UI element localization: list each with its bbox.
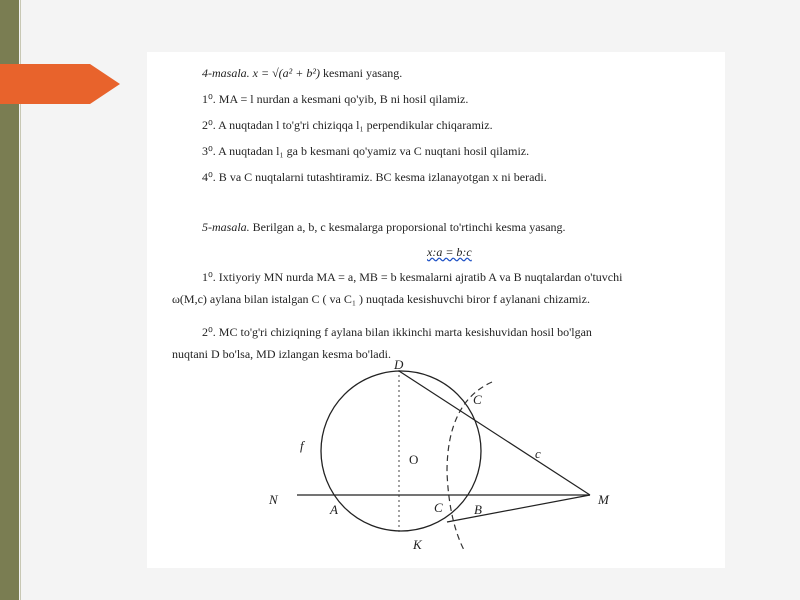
problem4-formula: x = √(a² + b²) (252, 66, 320, 80)
problem4-step3: 3⁰. A nuqtadan l₁ ga b kesmani qo'yamiz va C nuqtani hosil qilamiz. (202, 144, 530, 158)
label-K: K (413, 537, 422, 552)
problem4-title: 4-masala. (202, 66, 250, 80)
label-c: c (535, 446, 541, 461)
problem4-step2: 2⁰. A nuqtadan l to'g'ri chiziqqa l₁ perpendikular chiqaramiz. (202, 118, 493, 132)
problem5-step1-line2: ω(M,c) aylana bilan istalgan C ( va C₁ ) nuqtada kesishuvchi biror f aylanani chizamiz. (172, 292, 590, 306)
line-DM (399, 371, 590, 495)
label-D: D (394, 357, 404, 372)
label-C1: C (434, 500, 443, 515)
problem5-step1-line1: 1⁰. Ixtiyoriy MN nurda MA = a, MB = b kesmalarni ajratib A va B nuqtalardan o'tuvchi (202, 270, 623, 284)
label-M: M (598, 492, 609, 507)
label-f: f (300, 438, 304, 453)
problem4-title-rest: kesmani yasang. (322, 66, 403, 80)
label-A: A (330, 502, 338, 517)
label-O: O (409, 452, 419, 467)
problem4-step4: 4⁰. B va C nuqtalarni tutashtiramiz. BC kesma izlanayotgan x ni beradi. (202, 170, 547, 184)
problem5-formula: x:a = b:c (427, 245, 472, 259)
geometry-figure (147, 52, 725, 568)
problem5-step2-line2: nuqtani D bo'lsa, MD izlangan kesma bo'ladi. (172, 347, 391, 361)
problem5-step2-line1: 2⁰. MC to'g'ri chiziqning f aylana bilan ikkinchi marta kesishuvidan hosil bo'lgan (202, 325, 592, 339)
document-page (147, 52, 725, 568)
line-C1M (447, 495, 590, 522)
circle-f (321, 371, 481, 531)
problem5-title-rest: Berilgan a, b, c kesmalarga proporsional to'rtinchi kesma yasang. (252, 220, 566, 234)
label-B: B (474, 502, 482, 517)
label-C-top: C (473, 392, 482, 407)
orange-arrow-shape (0, 64, 120, 104)
label-N: N (269, 492, 278, 507)
problem4-step1: 1⁰. MA = l nurdan a kesmani qo'yib, B ni hosil qilamiz. (202, 92, 469, 106)
dashed-arc-omega (447, 382, 492, 552)
problem5-title: 5-masala. (202, 220, 250, 234)
